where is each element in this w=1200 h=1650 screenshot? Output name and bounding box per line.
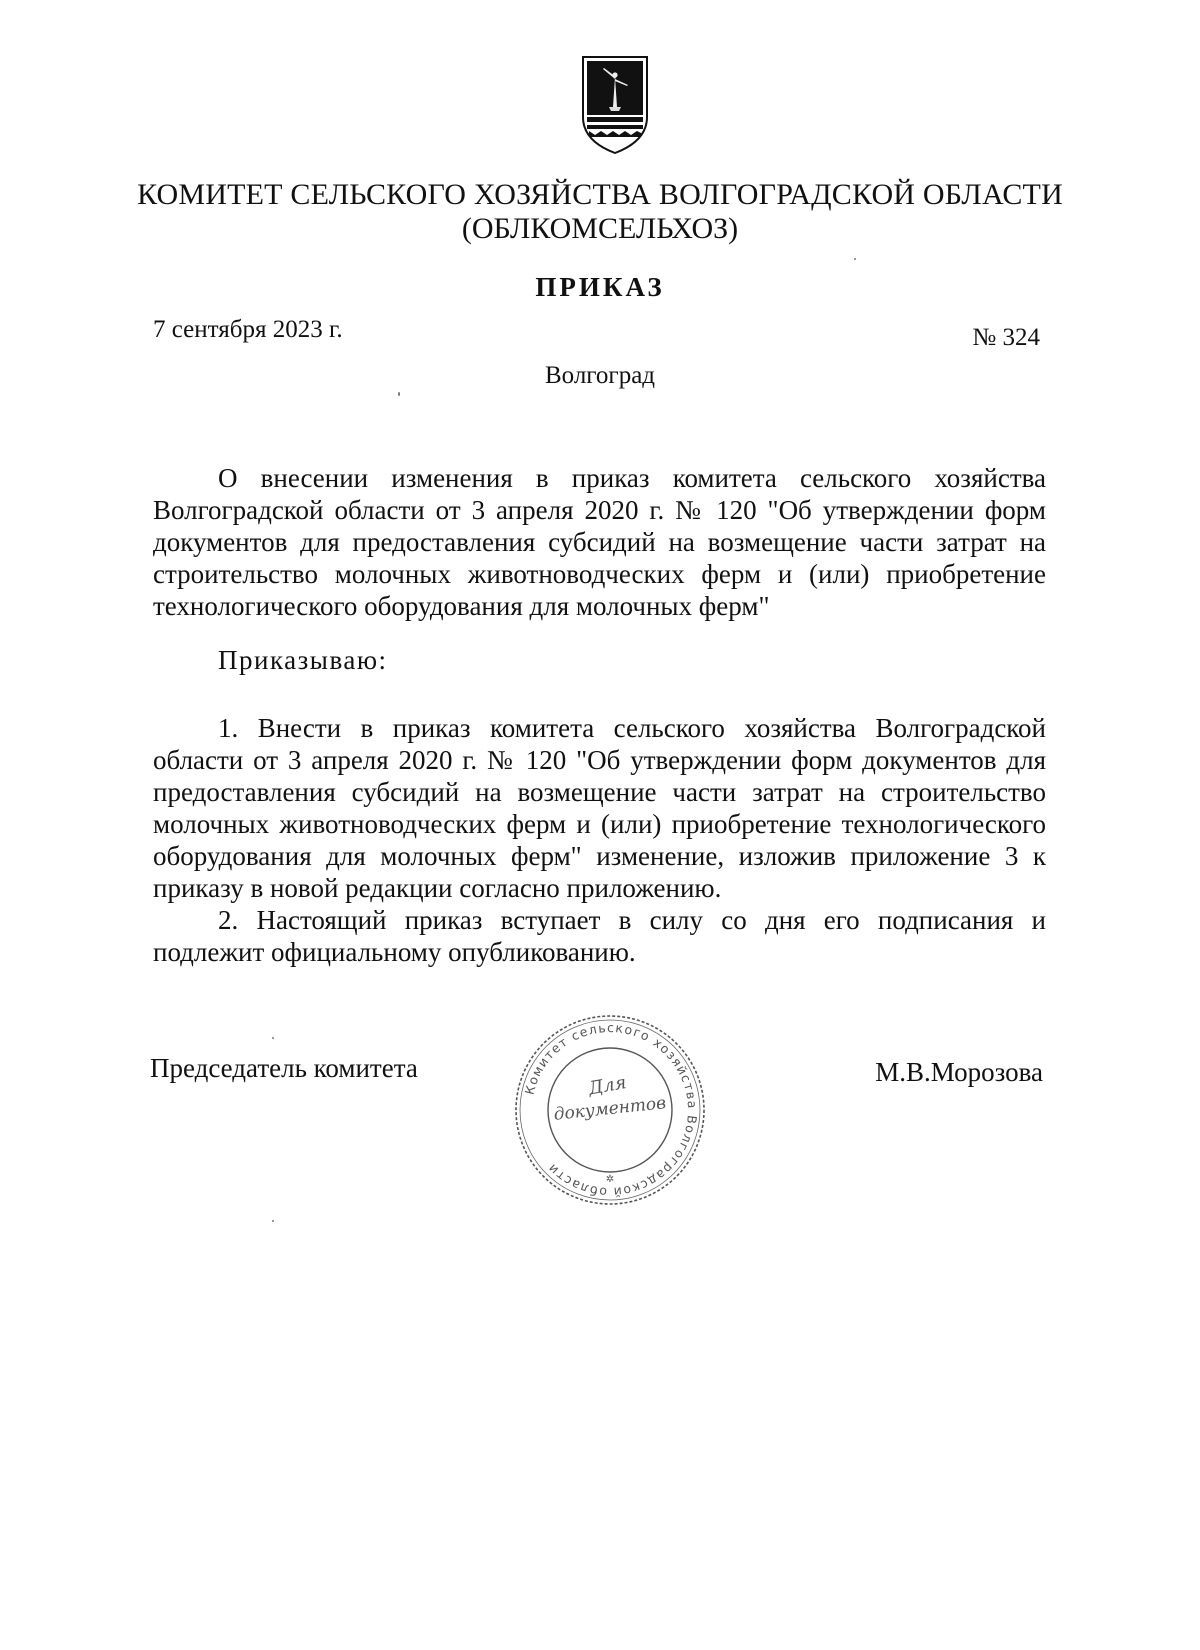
official-seal-stamp <box>510 1010 710 1210</box>
order-word: Приказываю: <box>218 645 388 675</box>
signer-name: М.В.Морозова <box>875 1057 1043 1087</box>
svg-text:Комитет сельского хозяйства Во: Комитет сельского хозяйства Волгоградской области <box>521 1019 701 1201</box>
document-city: Волгоград <box>544 362 656 389</box>
signer-position: Председатель комитета <box>150 1053 418 1083</box>
organization-short-name: (ОБЛКОМСЕЛЬХОЗ) <box>461 212 739 245</box>
svg-text:✲: ✲ <box>605 1174 615 1185</box>
svg-text:Для: Для <box>586 1072 629 1100</box>
document-number: № 324 <box>972 324 1040 351</box>
document-date: 7 сентября 2023 г. <box>153 316 343 343</box>
document-type-title: ПРИКАЗ <box>535 272 665 302</box>
scan-speck <box>398 392 400 396</box>
scan-speck <box>272 1037 274 1039</box>
order-item-1: 1. Внести в приказ комитета сельского хозяйства Волгоградской области от 3 апреля 2020 г. № 120 "Об утверждении форм документов для предоставления субсидий на возмещение части затрат на строительство молочных животноводческих ферм и (или) приобретение технологического оборудования для молочных ферм" изменение, изложив приложение 3 к приказу в новой редакции согласно приложению. <box>153 713 1046 903</box>
scan-speck <box>272 1220 274 1222</box>
svg-text:документов: документов <box>552 1093 667 1125</box>
scan-speck <box>854 258 856 260</box>
volgograd-coat-of-arms-icon <box>579 55 651 155</box>
order-item-2: 2. Настоящий приказ вступает в силу со дня его подписания и подлежит официальному опубликованию. <box>153 905 1046 967</box>
organization-name: КОМИТЕТ СЕЛЬСКОГО ХОЗЯЙСТВА ВОЛГОГРАДСКОЙ ОБЛАСТИ <box>137 178 1063 211</box>
document-subject: О внесении изменения в приказ комитета сельского хозяйства Волгоградской области от 3 апреля 2020 г. № 120 "Об утверждении форм документов для предоставления субсидий на возмещение части затрат на строительство молочных животноводческих ферм и (или) приобретение технологического оборудования для молочных ферм" <box>153 463 1046 621</box>
